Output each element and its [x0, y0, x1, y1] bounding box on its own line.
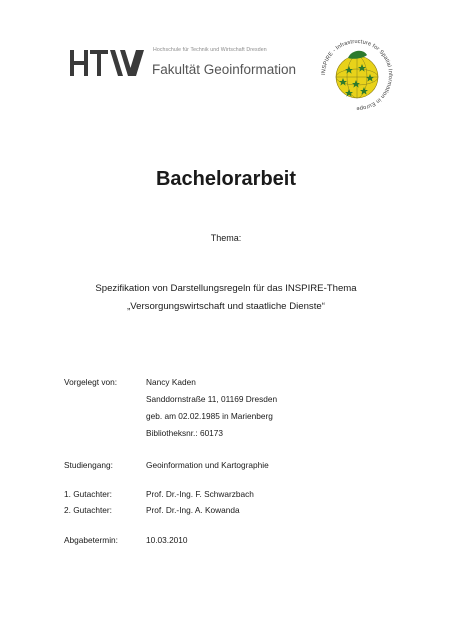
gutachter2-label: 2. Gutachter: — [64, 505, 112, 515]
htw-subtitle: Hochschule für Technik und Wirtschaft Dresden — [153, 47, 267, 53]
studiengang-value: Geoinformation und Kartographie — [146, 460, 269, 470]
author-address: Sanddornstraße 11, 01169 Dresden — [146, 394, 278, 404]
htw-logo-icon — [70, 48, 148, 78]
abgabe-label: Abgabetermin: — [64, 535, 118, 545]
vorgelegt-label: Vorgelegt von: — [64, 377, 118, 387]
gutachter2-value: Prof. Dr.-Ing. A. Kowanda — [146, 505, 240, 515]
inspire-ring-text: INSPIRE - Infrastructure for Spatial Information in Europe — [320, 38, 394, 112]
thema-line-2: „Versorgungswirtschaft und staatliche Dienste“ — [127, 301, 325, 312]
abgabe-value: 10.03.2010 — [146, 535, 188, 545]
inspire-logo-icon — [318, 36, 396, 114]
studiengang-label: Studiengang: — [64, 460, 113, 470]
thema-label: Thema: — [210, 233, 242, 243]
author-name: Nancy Kaden — [146, 377, 196, 387]
document-title: Bachelorarbeit — [155, 168, 297, 190]
library-number: Bibliotheksnr.: 60173 — [146, 428, 224, 438]
gutachter1-value: Prof. Dr.-Ing. F. Schwarzbach — [146, 489, 254, 499]
gutachter1-label: 1. Gutachter: — [64, 489, 112, 499]
author-birth: geb. am 02.02.1985 in Marienberg — [146, 411, 273, 421]
htw-faculty: Fakultät Geoinformation — [152, 62, 297, 77]
thema-line-1: Spezifikation von Darstellungsregeln für das INSPIRE-Thema — [95, 283, 357, 294]
